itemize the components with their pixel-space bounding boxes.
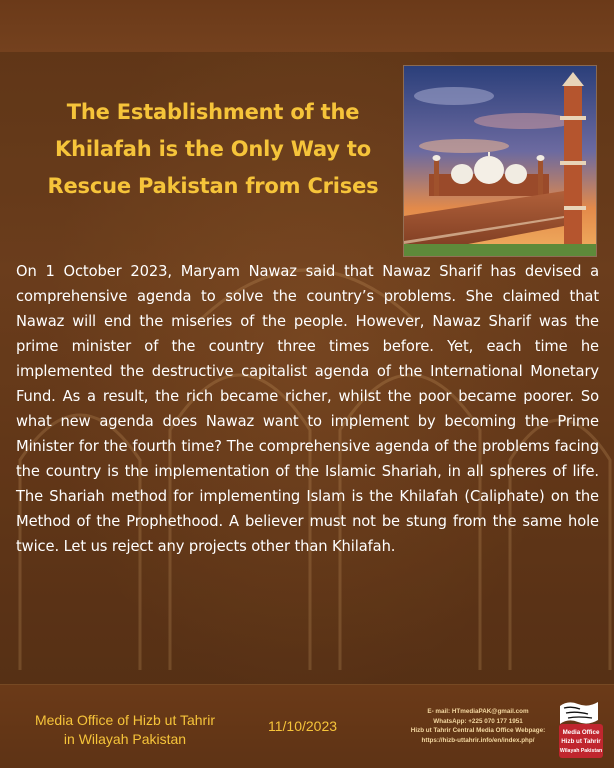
contact-email[interactable]: E- mail: HTmediaPAK@gmail.com bbox=[427, 708, 529, 715]
headline-line-1: The Establishment of the bbox=[66, 100, 360, 124]
badshahi-mosque-photo bbox=[403, 65, 597, 257]
media-office-line-2: in Wilayah Pakistan bbox=[63, 731, 187, 747]
logo-text-2: Hizb ut Tahrir bbox=[561, 738, 601, 745]
contact-webpage-label: Hizb ut Tahrir Central Media Office Webpage: bbox=[410, 727, 546, 734]
headline-line-2: Khilafah is the Only Way to bbox=[55, 137, 371, 161]
logo-text-3: Wilayah Pakistan bbox=[559, 748, 603, 754]
top-band bbox=[0, 0, 614, 52]
media-office-line-1: Media Office of Hizb ut Tahrir bbox=[34, 712, 215, 728]
hizb-ut-tahrir-logo-icon bbox=[558, 700, 604, 760]
contact-whatsapp: WhatsApp: +225 070 177 1951 bbox=[433, 717, 523, 725]
media-office-name bbox=[20, 711, 230, 749]
contact-info bbox=[398, 707, 558, 745]
publish-date: 11/10/2023 bbox=[268, 718, 338, 734]
headline bbox=[28, 94, 398, 205]
article-body: On 1 October 2023, Maryam Nawaz said that Nawaz Sharif has devised a comprehensive agenda to solve the country’s problems. She claimed that Nawaz will end the miseries of the people. However, Nawaz Sharif was the prime minister of the country three times before. Yet, each time he implemented the destructive capitalist agenda of the International Monetary Fund. As a result, the rich became richer, whilst the poor became poorer. So what new agenda does Nawaz want to implement by becoming the Prime Minister for the fourth time? The comprehensive agenda of the problems facing the country is the implementation of the Islamic Shariah, in all spheres of life. The Shariah method for implementing Islam is the Khilafah (Caliphate) on the Method of the Prophethood. A believer must not be stung from the same hole twice. Let us reject any projects other than Khilafah. bbox=[16, 263, 599, 555]
logo-text-1: Media Office bbox=[562, 729, 600, 736]
contact-webpage-url[interactable]: https://hizb-uttahrir.info/en/index.php/ bbox=[421, 736, 535, 744]
headline-line-3: Rescue Pakistan from Crises bbox=[47, 174, 379, 198]
